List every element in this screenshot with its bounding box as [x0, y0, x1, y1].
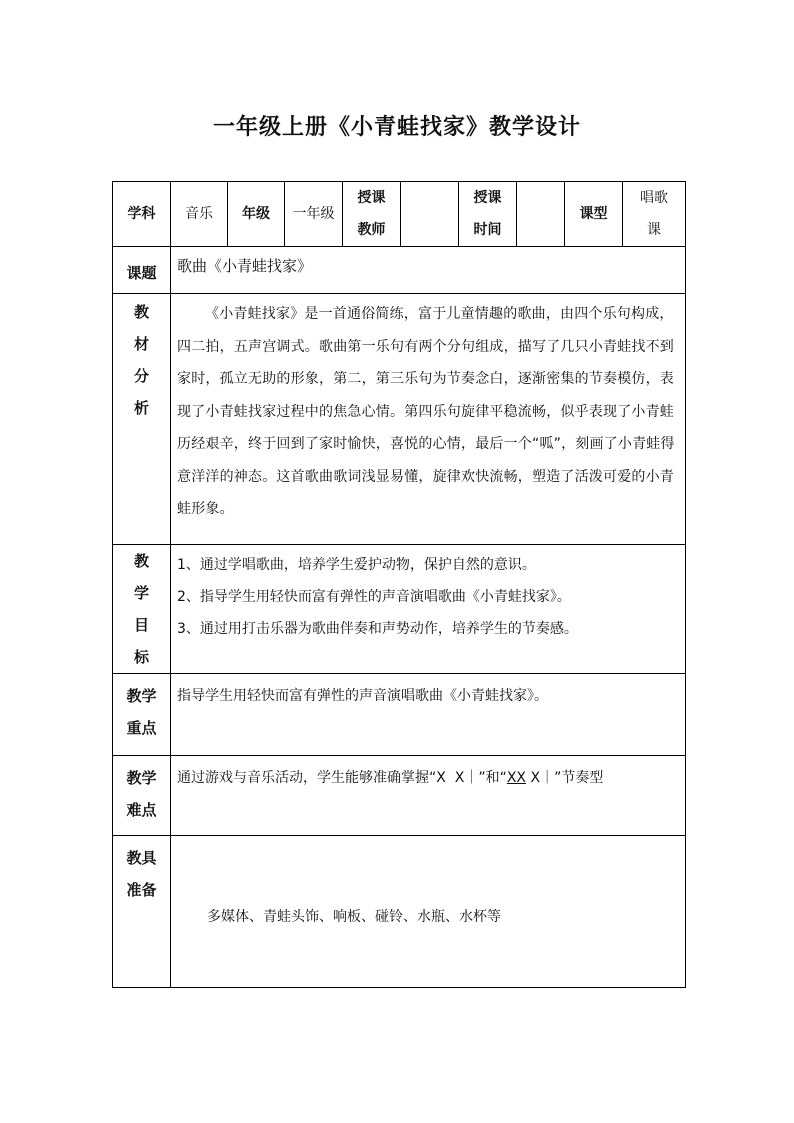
lesson-plan-table: [112, 181, 686, 988]
type-value-line-1: 唱歌: [640, 190, 668, 206]
difficulties-label-line: 难点: [126, 801, 157, 819]
teacher-value: [401, 182, 459, 247]
goals-label-char: 教: [133, 552, 149, 570]
analysis-text: 《小青蛙找家》是一首通俗简练，富于儿童情趣的歌曲，由四个乐句构成，四二拍，五声宫调式。歌曲第一乐句有两个分句组成，描写了几只小青蛙找不到家时，孤立无助的形象，第二，第三乐句为节奏念白，逐渐密集的节奏模仿，表现了小青蛙找家过程中的焦急心情。第四乐句旋律平稳流畅，似乎表现了小青蛙历经艰辛，终于回到了家时愉快，喜悦的心情，最后一个“呱”，刻画了小青蛙得意洋洋的神态。这首歌曲歌词浅显易懂，旋律欢快流畅，塑造了活泼可爱的小青蛙形象。: [177, 306, 675, 517]
difficulties-text-before: 通过游戏与音乐活动，学生能够准确掌握“X X｜”和“: [177, 770, 507, 786]
difficulties-text-after: X｜”节奏型: [526, 770, 604, 786]
goals-label: [113, 545, 171, 674]
goals-content: [171, 545, 686, 674]
time-value: [517, 182, 565, 247]
analysis-label-char: 材: [133, 335, 149, 353]
time-label-line-1: 授课: [473, 190, 502, 206]
grade-value: 一年级: [285, 182, 343, 247]
key-points-label-line: 重点: [126, 719, 157, 737]
analysis-label-char: 分: [133, 367, 149, 385]
difficulties-row: [113, 756, 686, 836]
goal-item: 2、指导学生用轻快而富有弹性的声音演唱歌曲《小青蛙找家》。: [177, 589, 571, 605]
document-title: 一年级上册《小青蛙找家》教学设计: [212, 115, 581, 140]
time-label-line-2: 时间: [473, 222, 502, 238]
type-value: [623, 182, 686, 247]
materials-content: 多媒体、青蛙头饰、响板、碰铃、水瓶、水杯等: [171, 836, 686, 988]
time-label: [459, 182, 517, 247]
topic-value: 歌曲《小青蛙找家》: [171, 247, 686, 294]
key-points-content: 指导学生用轻快而富有弹性的声音演唱歌曲《小青蛙找家》。: [171, 674, 686, 756]
teacher-label-line-2: 教师: [357, 222, 386, 238]
type-label: 课型: [565, 182, 623, 247]
key-points-label: [113, 674, 171, 756]
teacher-label-line-1: 授课: [357, 190, 386, 206]
difficulties-label-line: 教学: [126, 769, 157, 787]
teacher-label: [343, 182, 401, 247]
header-row: [113, 182, 686, 247]
goal-item: 3、通过用打击乐器为歌曲伴奏和声势动作，培养学生的节奏感。: [177, 621, 578, 637]
goal-item: 1、通过学唱歌曲，培养学生爱护动物，保护自然的意识。: [177, 557, 536, 573]
difficulties-label: [113, 756, 171, 836]
key-points-label-line: 教学: [126, 687, 157, 705]
topic-label: 课题: [113, 247, 171, 294]
analysis-label-char: 教: [133, 303, 149, 321]
type-value-line-2: 课: [647, 222, 661, 238]
materials-label-line: 教具: [126, 849, 157, 867]
grade-label: 年级: [228, 182, 285, 247]
topic-row: [113, 247, 686, 294]
difficulties-text-underlined: XX: [506, 770, 527, 786]
goals-label-char: 目: [133, 616, 149, 634]
analysis-label-char: 析: [133, 399, 149, 417]
key-points-row: [113, 674, 686, 756]
materials-label-line: 准备: [126, 881, 157, 899]
subject-value: 音乐: [171, 182, 228, 247]
analysis-label: [113, 294, 171, 545]
difficulties-content: [171, 756, 686, 836]
goals-label-char: 学: [133, 584, 149, 602]
analysis-row: [113, 294, 686, 545]
goals-label-char: 标: [133, 648, 149, 666]
materials-label: [113, 836, 171, 988]
materials-row: [113, 836, 686, 988]
analysis-content: [171, 294, 686, 545]
goals-row: [113, 545, 686, 674]
subject-label: 学科: [113, 182, 171, 247]
